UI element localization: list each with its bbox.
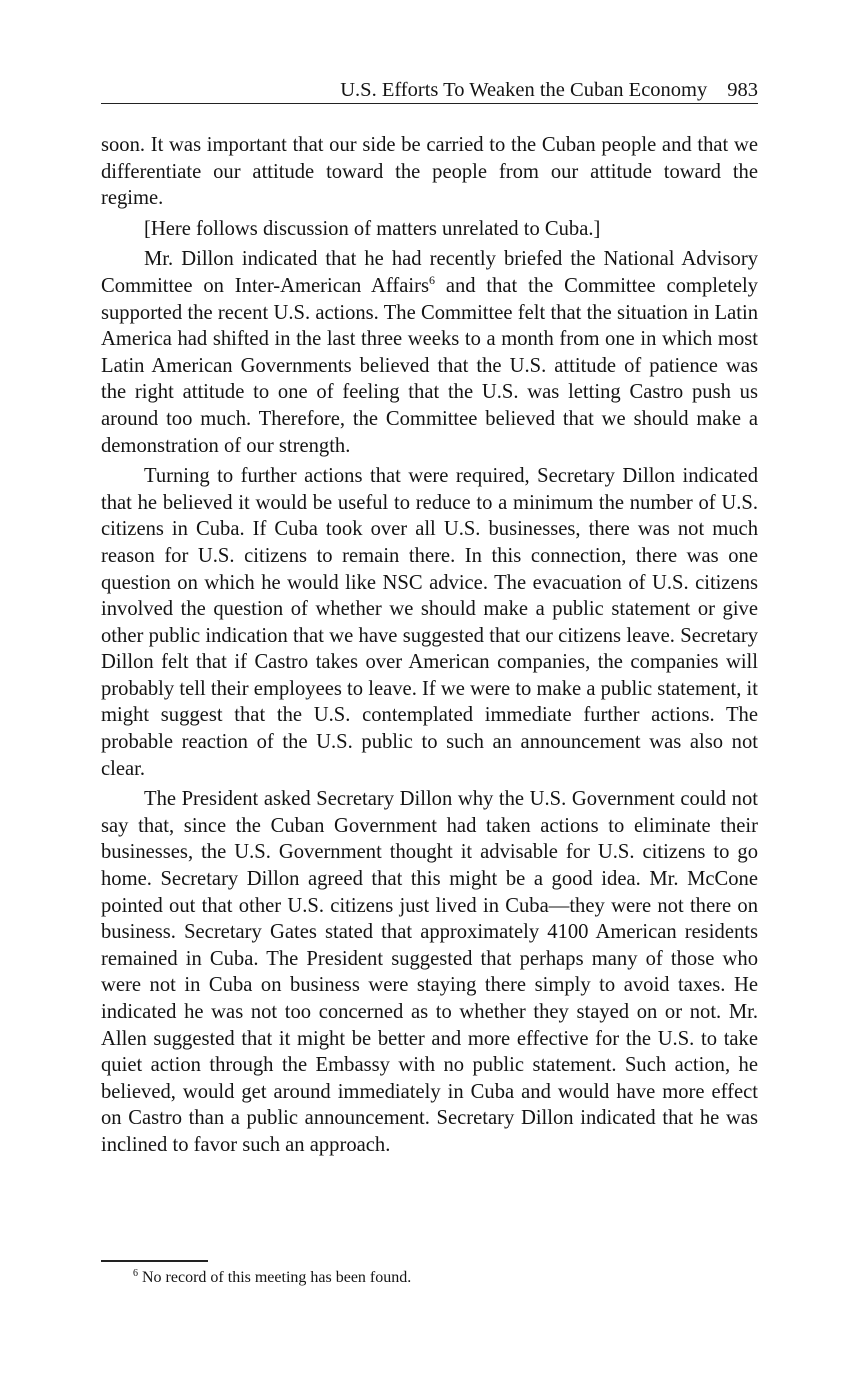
paragraph-dillon-briefing <box>101 246 758 459</box>
footnote-divider <box>101 1260 208 1262</box>
footnote-text: No record of this meeting has been found. <box>142 1269 412 1286</box>
paragraph-further-actions: Turning to further actions that were required, Secretary Dillon indicated that he believed it would be useful to reduce to a minimum the number of U.S. citizens in Cuba. If Cuba took over all U.S. businesses, there was not much reason for U.S. citizens to remain there. In this connection, there was one question on which he would like NSC advice. The evacuation of U.S. citizens involved the question of whether we should make a public statement or give other public indication that we have suggested that our citizens leave. Secretary Dillon felt that if Castro takes over American companies, the companies will probably tell their employees to leave. If we were to make a public statement, it might suggest that the U.S. contemplated immediate further actions. The probable reaction of the U.S. public to such an announcement was also not clear. <box>101 465 758 780</box>
paragraph-president-question: The President asked Secretary Dillon why the U.S. Government could not say that, since the Cuban Government had taken actions to eliminate their businesses, the U.S. Government thought it advisable for U.S. citizens to go home. Secretary Dillon agreed that this might be a good idea. Mr. McCone pointed out that other U.S. citizens just lived in Cuba—they were not there on business. Secretary Gates stated that approximately 4100 American residents remained in Cuba. The President suggested that perhaps many of those who were not in Cuba on business were staying there simply to avoid taxes. He indicated he was not too concerned as to whether they stayed on or not. Mr. Allen suggested that it might be better and more effective for the U.S. to take quiet action through the Embassy with no public statement. Such action, he believed, would get around immediately in Cuba and would have more effect on Castro than a public announcement. Secretary Dillon indicated that he was inclined to favor such an approach. <box>101 788 758 1156</box>
footnote <box>133 1268 411 1288</box>
paragraph-text-end: and that the Committee completely supported the recent U.S. actions. The Committee felt that the situation in Latin America had shifted in the last three weeks to a month from one in which most Latin American Governments believed that the U.S. attitude of patience was the right attitude to one of feeling that the U.S. was letting Castro push us around too much. Therefore, the Committee believed that we should make a demonstration of our strength. <box>101 274 758 457</box>
footnote-marker: 6 <box>133 1267 138 1279</box>
page-number: 983 <box>727 79 758 101</box>
running-head <box>101 76 758 104</box>
body-text <box>101 132 758 1163</box>
footnote-reference[interactable]: 6 <box>428 273 435 288</box>
paragraph-editorial-note: [Here follows discussion of matters unrelated to Cuba.] <box>144 217 601 240</box>
running-head-title: U.S. Efforts To Weaken the Cuban Economy <box>340 79 708 101</box>
paragraph-continuation: soon. It was important that our side be carried to the Cuban people and that we differentiate our attitude toward the people from our attitude toward the regime. <box>101 134 758 210</box>
paragraph-text-start: Mr. Dillon indicated that he had recently briefed the National Advisory Committee on Inter-American Affairs <box>101 248 758 297</box>
